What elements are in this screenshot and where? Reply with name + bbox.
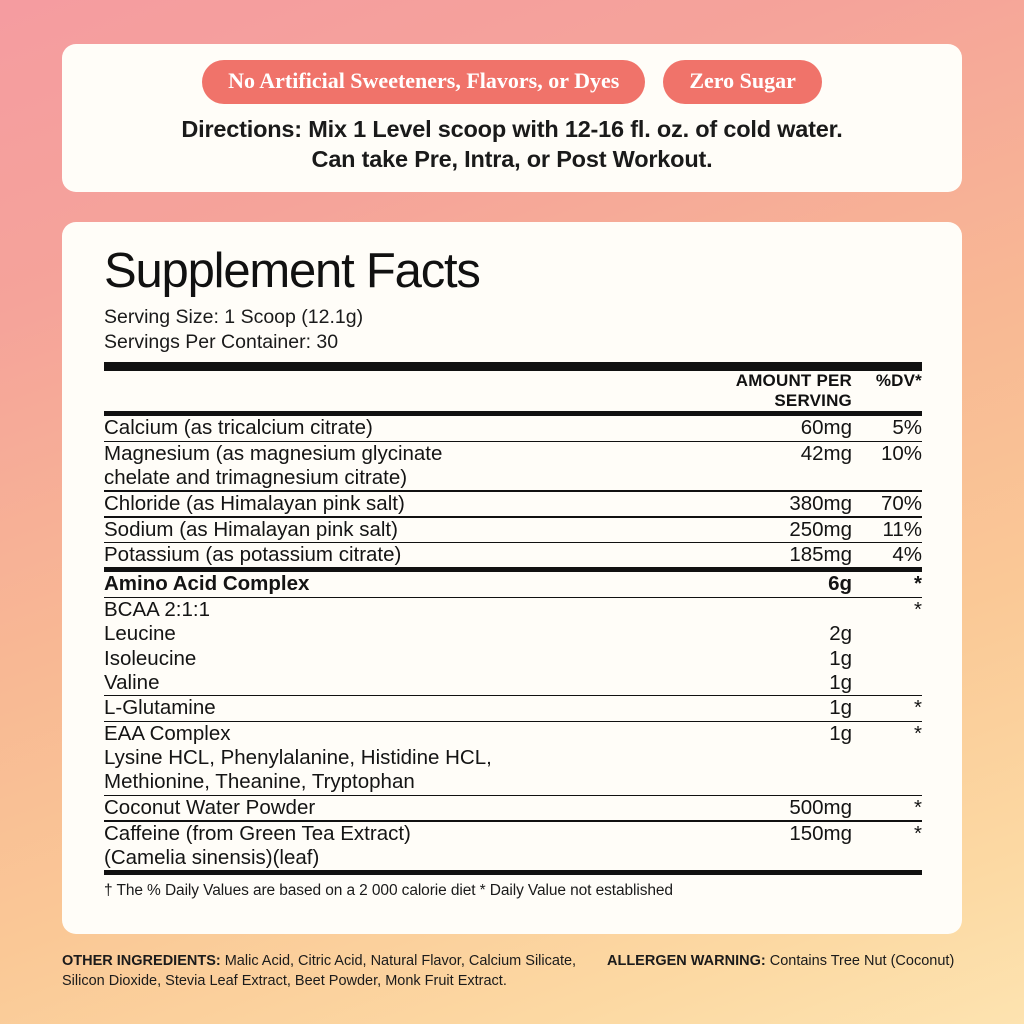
nutrient-name: Amino Acid Complex	[104, 572, 310, 596]
allergen-warning-label: ALLERGEN WARNING:	[607, 953, 766, 969]
nutrient-amount: 150mg	[789, 821, 852, 845]
nutrient-dv: *	[914, 696, 922, 720]
nutrient-name	[104, 822, 677, 870]
nutrient-amount: 1g	[829, 646, 852, 670]
nutrient-amount: 250mg	[789, 517, 852, 541]
other-ingredients-label: OTHER INGREDIENTS:	[62, 953, 221, 969]
other-ingredients	[62, 952, 602, 991]
nutrient-amount: 2g	[829, 622, 852, 646]
claims-pill-row	[82, 60, 942, 104]
other-ingredients-line-2: Silicon Dioxide, Stevia Leaf Extract, Beet Powder, Monk Fruit Extract.	[62, 972, 507, 989]
directions-text	[82, 114, 942, 174]
table-row	[104, 492, 922, 516]
nutrient-name: Potassium (as potassium citrate)	[104, 543, 402, 567]
nutrient-name-line-2: chelate and trimagnesium citrate)	[104, 466, 408, 490]
table-row	[104, 647, 922, 671]
nutrient-name: L-Glutamine	[104, 696, 216, 720]
nutrient-name-line-3: Methionine, Theanine, Tryptophan	[104, 770, 415, 794]
other-ingredients-line-1	[62, 952, 602, 972]
nutrient-dv	[852, 647, 922, 671]
nutrient-dv	[852, 671, 922, 695]
header-dv: %DV*	[875, 371, 922, 391]
claim-pill-zero-sugar: Zero Sugar	[663, 60, 822, 104]
nutrient-name	[104, 442, 677, 490]
nutrient-name: Isoleucine	[104, 646, 197, 670]
daily-value-footnote: † The % Daily Values are based on a 2 000 calorie diet * Daily Value not established	[104, 882, 673, 900]
nutrient-dv: *	[914, 722, 922, 746]
table-row	[104, 416, 922, 440]
header-blank	[104, 371, 677, 411]
table-row	[104, 671, 922, 695]
nutrient-name: Sodium (as Himalayan pink salt)	[104, 517, 398, 541]
allergen-warning	[607, 952, 962, 991]
nutrient-name: Coconut Water Powder	[104, 796, 316, 820]
nutrient-amount: 60mg	[800, 416, 852, 440]
table-row	[104, 796, 922, 820]
claims-and-directions-card	[62, 44, 962, 192]
table-row	[104, 622, 922, 646]
ingredients-section	[62, 952, 962, 991]
nutrient-name-line-1: EAA Complex	[104, 722, 231, 746]
nutrient-amount: 1g	[829, 696, 852, 720]
nutrient-dv: *	[914, 572, 922, 596]
nutrient-dv: 5%	[892, 416, 922, 440]
nutrient-amount: 500mg	[789, 796, 852, 820]
nutrient-name: Chloride (as Himalayan pink salt)	[104, 491, 405, 515]
nutrient-amount: 380mg	[789, 491, 852, 515]
nutrient-name: Valine	[104, 670, 160, 694]
nutrient-name	[104, 722, 677, 795]
table-header-row	[104, 371, 922, 411]
nutrient-amount: 42mg	[800, 442, 852, 466]
nutrient-name-line-2: Lysine HCL, Phenylalanine, Histidine HCL,	[104, 746, 492, 770]
nutrient-dv: 70%	[880, 491, 922, 515]
other-ingredients-text-1: Malic Acid, Citric Acid, Natural Flavor, Calcium Silicate,	[220, 953, 577, 969]
nutrient-dv	[852, 622, 922, 646]
nutrient-amount: 1g	[829, 722, 852, 746]
nutrient-name: BCAA 2:1:1	[104, 598, 210, 622]
nutrient-amount: 6g	[828, 572, 852, 596]
supplement-facts-card	[62, 222, 962, 934]
table-row	[104, 543, 922, 567]
directions-line-1: Directions: Mix 1 Level scoop with 12-16 fl. oz. of cold water.	[181, 116, 843, 143]
claim-pill-no-artificial: No Artificial Sweeteners, Flavors, or Dyes	[202, 60, 645, 104]
table-row	[104, 696, 922, 720]
nutrient-name: Calcium (as tricalcium citrate)	[104, 416, 373, 440]
nutrient-name-line-1: Magnesium (as magnesium glycinate	[104, 442, 443, 466]
supplement-facts-table	[104, 371, 922, 870]
nutrient-amount: 1g	[829, 670, 852, 694]
table-row	[104, 572, 922, 596]
table-row	[104, 722, 922, 795]
nutrient-name-line-2: (Camelia sinensis)(leaf)	[104, 846, 320, 870]
nutrient-amount: 185mg	[789, 543, 852, 567]
directions-line-2: Can take Pre, Intra, or Post Workout.	[311, 146, 713, 173]
nutrient-dv: *	[914, 598, 922, 622]
table-row	[104, 442, 922, 490]
nutrient-name-line-1: Caffeine (from Green Tea Extract)	[104, 821, 411, 845]
table-row	[104, 822, 922, 870]
nutrient-dv: 4%	[892, 543, 922, 567]
table-row	[104, 598, 922, 622]
supplement-facts-title: Supplement Facts	[104, 244, 480, 298]
nutrient-dv: *	[914, 821, 922, 845]
divider-heavy-top	[104, 362, 922, 371]
serving-size: Serving Size: 1 Scoop (12.1g)	[104, 306, 364, 329]
nutrient-name: Leucine	[104, 622, 176, 646]
header-amount-per-serving: AMOUNT PER SERVING	[735, 371, 852, 411]
nutrient-dv: 11%	[882, 517, 922, 541]
table-row	[104, 518, 922, 542]
nutrient-amount	[677, 598, 852, 622]
servings-per-container: Servings Per Container: 30	[104, 331, 339, 354]
nutrient-dv: 10%	[880, 442, 922, 466]
nutrient-dv: *	[914, 796, 922, 820]
allergen-warning-text: Contains Tree Nut (Coconut)	[765, 953, 955, 969]
